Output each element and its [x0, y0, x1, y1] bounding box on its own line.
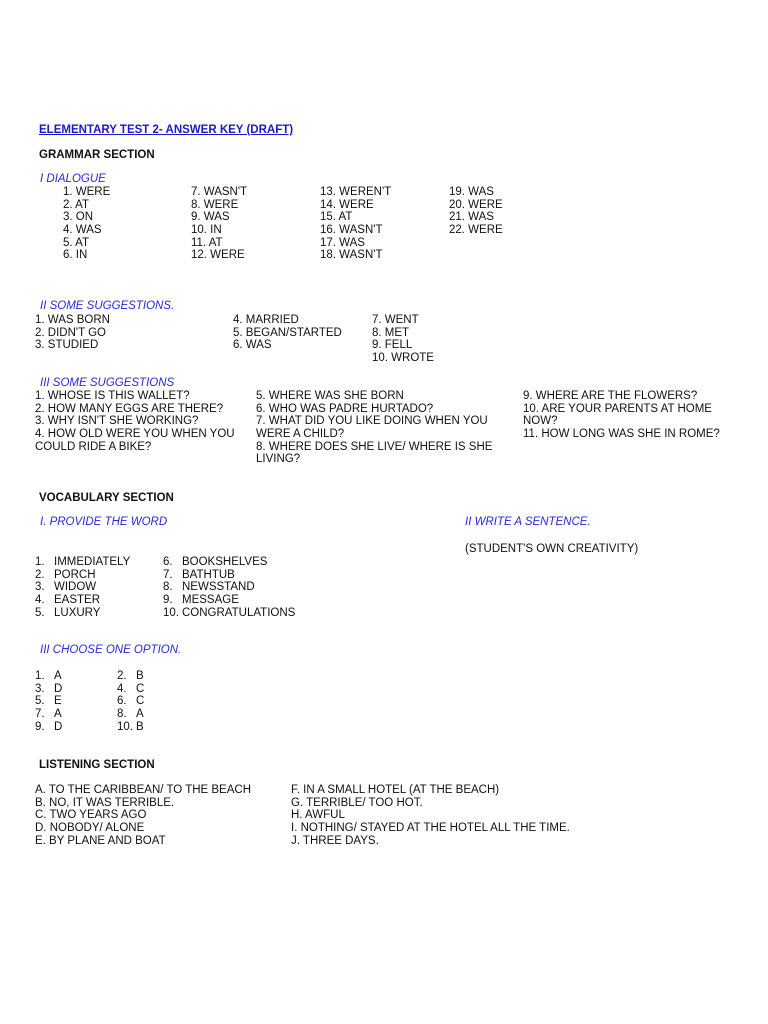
suggestions-2-subheading: II SOME SUGGESTIONS. [40, 300, 175, 312]
answer-item: 8. MET [372, 326, 410, 339]
answer-item: 8. NEWSSTAND [163, 581, 255, 594]
choose-option-col-2 [117, 670, 144, 733]
answer-item: 1. WERE [63, 186, 111, 198]
answer-item: 20. WERE [449, 198, 503, 211]
answer-item: 8. WERE [191, 198, 239, 211]
dialogue-col-4 [449, 186, 503, 237]
answer-item: J. THREE DAYS. [291, 834, 379, 847]
answer-item: 18. WASN'T [320, 249, 383, 262]
answer-item: 1. WAS BORN [35, 314, 110, 326]
answer-item: 3. D [35, 682, 63, 695]
answer-item: 13. WEREN'T [320, 186, 392, 198]
answer-item: C. TWO YEARS AGO [35, 809, 147, 822]
answer-item: F. IN A SMALL HOTEL (AT THE BEACH) [291, 784, 500, 796]
choose-option-subheading: III CHOOSE ONE OPTION. [40, 644, 182, 656]
suggestions-3-col-3 [523, 390, 720, 441]
answer-item: 10. B [117, 720, 144, 733]
answer-item: 9. WHERE ARE THE FLOWERS? [523, 390, 698, 402]
suggestions-3-col-2 [256, 390, 492, 466]
answer-item: 12. WERE [191, 249, 245, 262]
answer-item: 5. BEGAN/STARTED [233, 326, 342, 339]
listening-col-1 [35, 784, 251, 847]
listening-col-2 [291, 784, 570, 847]
answer-item: 8. A [117, 708, 144, 721]
answer-item: 1. WHOSE IS THIS WALLET? [35, 390, 190, 402]
vocabulary-heading: VOCABULARY SECTION [39, 492, 174, 504]
answer-item: 6. WHO WAS PADRE HURTADO? [256, 402, 434, 415]
answer-item: 9. MESSAGE [163, 594, 239, 607]
dialogue-col-3 [320, 186, 391, 262]
answer-item: 2. HOW MANY EGGS ARE THERE? [35, 402, 224, 415]
suggestions-2-col-1 [35, 314, 110, 352]
answer-item: H. AWFUL [291, 809, 345, 822]
answer-item: NOW? [523, 415, 558, 428]
answer-item: 21. WAS [449, 211, 494, 224]
answer-item: B. NO, IT WAS TERRIBLE. [35, 796, 175, 809]
answer-item: 2. PORCH [35, 568, 96, 581]
answer-item: 7. BATHTUB [163, 568, 235, 581]
answer-item: 3. WHY ISN'T SHE WORKING? [35, 415, 199, 428]
answer-item: 9. WAS [191, 211, 230, 224]
answer-item: 1. IMMEDIATELY [35, 556, 131, 568]
answer-item: 2. B [117, 670, 144, 682]
listening-heading: LISTENING SECTION [39, 759, 155, 771]
answer-item: D. NOBODY/ ALONE [35, 822, 145, 835]
answer-item: WERE A CHILD? [256, 428, 345, 441]
write-sentence-note: (STUDENT'S OWN CREATIVITY) [465, 543, 639, 555]
answer-item: 3. WIDOW [35, 581, 97, 594]
answer-item: 3. ON [63, 211, 94, 224]
answer-item: 6. BOOKSHELVES [163, 556, 268, 568]
answer-item: 8. WHERE DOES SHE LIVE/ WHERE IS SHE [256, 440, 493, 453]
answer-item: 17. WAS [320, 236, 365, 249]
answer-item: 6. WAS [233, 339, 272, 352]
answer-item: E. BY PLANE AND BOAT [35, 834, 166, 847]
answer-item: 5. LUXURY [35, 606, 101, 619]
provide-word-subheading: I. PROVIDE THE WORD [40, 516, 168, 528]
answer-item: 22. WERE [449, 224, 503, 237]
grammar-heading: GRAMMAR SECTION [39, 149, 155, 161]
choose-option-col-1 [35, 670, 62, 733]
provide-word-col-1 [35, 556, 130, 619]
answer-item: 5. WHERE WAS SHE BORN [256, 390, 404, 402]
suggestions-2-col-3 [372, 314, 434, 365]
answer-item: 5. AT [63, 236, 89, 249]
answer-item: 2. DIDN'T GO [35, 326, 106, 339]
answer-item: 1. A [35, 670, 62, 682]
answer-item: 15. AT [320, 211, 353, 224]
suggestions-2-col-2 [233, 314, 342, 352]
answer-item: 4. HOW OLD WERE YOU WHEN YOU [35, 428, 235, 441]
document-title: ELEMENTARY TEST 2- ANSWER KEY (DRAFT) [39, 124, 294, 136]
answer-item: 11. HOW LONG WAS SHE IN ROME? [523, 428, 720, 441]
dialogue-subheading: I DIALOGUE [40, 173, 106, 185]
answer-item: 6. C [117, 695, 145, 708]
answer-item: 7. WHAT DID YOU LIKE DOING WHEN YOU [256, 415, 488, 428]
answer-item: 10. ARE YOUR PARENTS AT HOME [523, 402, 712, 415]
answer-item: 4. WAS [63, 224, 102, 237]
answer-item: 6. IN [63, 249, 88, 262]
answer-item: I. NOTHING/ STAYED AT THE HOTEL ALL THE TIME. [291, 822, 570, 835]
answer-item: 10. IN [191, 224, 222, 237]
answer-item: 7. A [35, 708, 62, 721]
answer-item: G. TERRIBLE/ TOO HOT. [291, 796, 423, 809]
answer-item: A. TO THE CARIBBEAN/ TO THE BEACH [35, 784, 252, 796]
answer-item: LIVING? [256, 453, 301, 466]
dialogue-col-1 [63, 186, 110, 262]
answer-item: 4. MARRIED [233, 314, 299, 326]
answer-item: 3. STUDIED [35, 339, 99, 352]
answer-item: 4. C [117, 682, 145, 695]
answer-item: 7. WASN'T [191, 186, 248, 198]
answer-item: 14. WERE [320, 198, 374, 211]
answer-item: 2. AT [63, 198, 89, 211]
answer-item: 19. WAS [449, 186, 494, 198]
answer-item: COULD RIDE A BIKE? [35, 440, 152, 453]
answer-item: 4. EASTER [35, 594, 101, 607]
dialogue-col-2 [191, 186, 247, 262]
answer-item: 10. CONGRATULATIONS [163, 606, 296, 619]
provide-word-col-2 [163, 556, 295, 619]
answer-item: 10. WROTE [372, 352, 434, 365]
answer-item: 7. WENT [372, 314, 419, 326]
suggestions-3-col-1 [35, 390, 235, 453]
suggestions-3-subheading: III SOME SUGGESTIONS [40, 377, 175, 389]
answer-item: 5. E [35, 695, 62, 708]
write-sentence-subheading: II WRITE A SENTENCE. [465, 516, 591, 528]
answer-item: 9. FELL [372, 339, 413, 352]
answer-item: 11. AT [191, 236, 223, 249]
answer-item: 16. WASN'T [320, 224, 383, 237]
answer-item: 9. D [35, 720, 63, 733]
